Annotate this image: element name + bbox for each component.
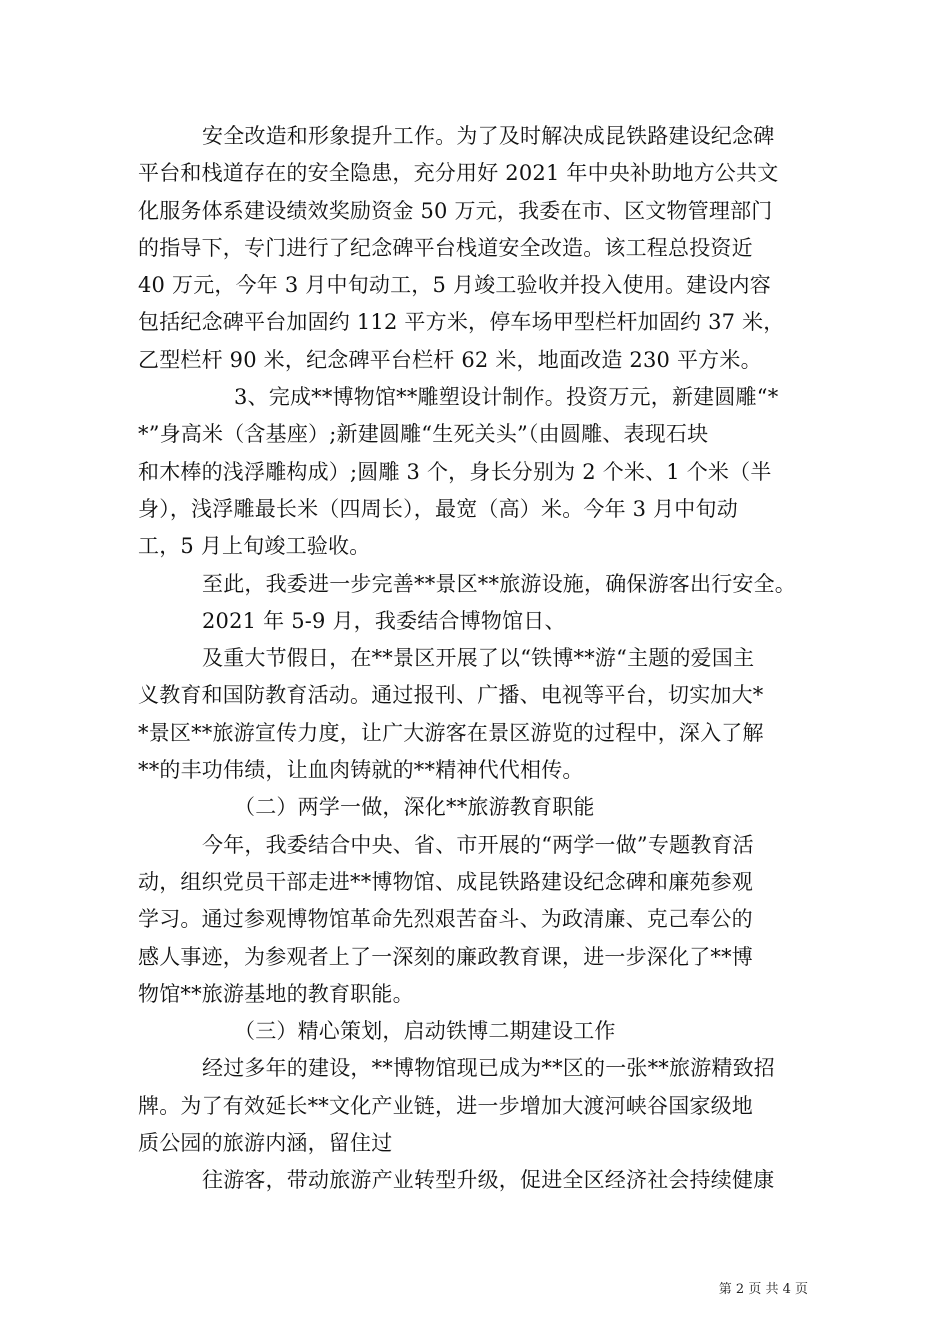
text-line: 和木棒的浅浮雕构成）;圆雕 3 个，身长分别为 2 个米、1 个米（半 [138, 459, 772, 484]
text-line: 的指导下，专门进行了纪念碑平台栈道安全改造。该工程总投资近 [138, 235, 753, 260]
text-line: 感人事迹，为参观者上了一深刻的廉政教育课，进一步深化了**博 [138, 944, 753, 969]
text-line: 工，5 月上旬竣工验收。 [138, 534, 371, 559]
text-line: 40 万元，今年 3 月中旬动工，5 月竣工验收并投入使用。建设内容 [138, 273, 771, 298]
text-line: 今年，我委结合中央、省、市开展的“两学一做”专题教育活 [202, 832, 754, 857]
document-body [138, 118, 828, 1200]
text-line: 化服务体系建设绩效奖励资金 50 万元，我委在市、区文物管理部门 [138, 198, 773, 223]
text-line: *景区**旅游宣传力度，让广大游客在景区游览的过程中，深入了解 [138, 720, 764, 745]
text-line: **的丰功伟绩，让血肉铸就的**精神代代相传。 [138, 758, 584, 783]
text-line: 牌。为了有效延长**文化产业链，进一步增加大渡河峡谷国家级地 [138, 1093, 753, 1118]
text-line: 至此，我委进一步完善**景区**旅游设施，确保游客出行安全。 [202, 571, 796, 596]
text-line: 包括纪念碑平台加固约 112 平方米，停车场甲型栏杆加固约 37 米， [138, 310, 785, 335]
text-line: 义教育和国防教育活动。通过报刊、广播、电视等平台，切实加大* [138, 683, 764, 708]
text-line: 及重大节假日，在**景区开展了以“铁博**游“主题的爱国主 [202, 646, 755, 671]
text-line: 安全改造和形象提升工作。为了及时解决成昆铁路建设纪念碑 [202, 124, 775, 148]
text-line: 身），浅浮雕最长米（四周长），最宽（高）米。今年 3 月中旬动 [138, 496, 738, 521]
text-line: 动，组织党员干部走进**博物馆、成昆铁路建设纪念碑和廉苑参观 [138, 869, 753, 894]
text-line: 质公园的旅游内涵，留住过 [138, 1131, 393, 1156]
text-line: 3、完成**博物馆**雕塑设计制作。投资万元，新建圆雕“* [234, 385, 779, 410]
text-line: （二）两学一做，深化**旅游教育职能 [234, 795, 595, 820]
text-line: 2021 年 5-9 月，我委结合博物馆日、 [202, 608, 566, 633]
text-line: 平台和栈道存在的安全隐患，充分用好 2021 年中央补助地方公共文 [138, 161, 779, 186]
text-line: （三）精心策划，启动铁博二期建设工作 [234, 1019, 616, 1044]
text-line: 学习。通过参观博物馆革命先烈艰苦奋斗、为政清廉、克己奉公的 [138, 907, 753, 932]
text-line: 乙型栏杆 90 米，纪念碑平台栏杆 62 米，地面改造 230 平方米。 [138, 347, 762, 372]
text-line: 往游客，带动旅游产业转型升级，促进全区经济社会持续健康 [202, 1168, 775, 1193]
page-number: 第 2 页 共 4 页 [718, 1282, 808, 1297]
text-line: 经过多年的建设，**博物馆现已成为**区的一张**旅游精致招 [202, 1056, 775, 1081]
text-line: *”身高米（含基座）;新建圆雕“生死关头”（由圆雕、表现石块 [138, 422, 709, 447]
text-line: 物馆**旅游基地的教育职能。 [138, 981, 414, 1006]
